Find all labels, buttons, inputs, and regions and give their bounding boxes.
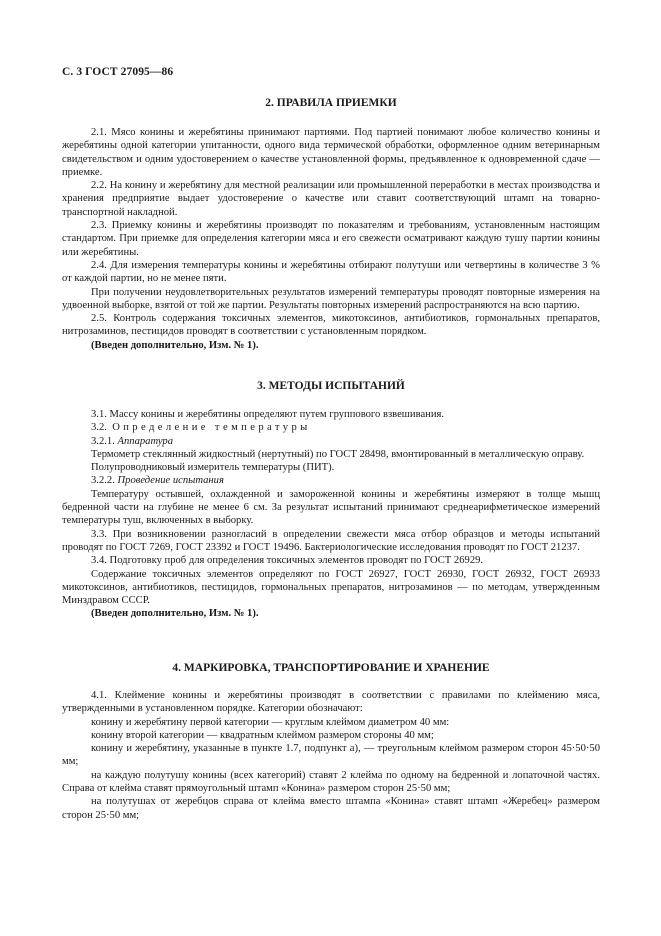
paragraph-3-1: 3.1. Массу конины и жеребятины определяют путем группового взвешивания. xyxy=(91,409,445,420)
italic-subheading: Проведение испытания xyxy=(117,475,224,487)
section-3-title: 3. МЕТОДЫ ИСПЫТАНИЙ xyxy=(257,380,405,392)
procedure-text: Температуру остывшей, охлажденной и замороженной конины и жеребятины измеряют в толще мышц бедренной части на глубине не менее 6 см. За результат испытаний принимают среднеарифметическое измерений температуры туш, включенных в выборку. xyxy=(62,488,600,527)
paragraph-2-1: 2.1. Мясо конины и жеребятины принимают партиями. Под партией понимают любое количество конины и жеребятины одной категории упитанности, одного вида термической обработки, оформленное одним ветеринарным свидетельством и одним удостоверением о качестве установленной формы, предъявленное к одновременной сдаче — приемке. xyxy=(62,127,600,178)
paragraph-4-1: 4.1. Клеймение конины и жеребятины производят в соответствии с правилами по клеймению мяса, утвержденными в установленном порядке. Категории обозначают: xyxy=(62,690,600,715)
paragraph-2-3: 2.3. Приемку конины и жеребятины производят по показателям и требованиям, установленным настоящим стандартом. При приемке для определения категории мяса и его свежести осматривают каждую тушу партии конины или жеребятины. xyxy=(62,220,600,258)
paragraph-2-4: 2.4. Для измерения температуры конины и жеребятины отбирают полутуши или четвертины в количестве 3 % от каждой партии, но не менее пяти. xyxy=(62,259,600,285)
apparatus-thermometer: Термометр стеклянный жидкостный (нертутный) по ГОСТ 28498, вмонтированный в металлическую оправу. xyxy=(91,448,585,460)
marking-half-carcass: на каждую полутушу конины (всех категорий) ставят 2 клейма по одному на бедренной и лопаточной частях. Справа от клейма ставят прямоугольный штамп «Конина» размером сторон 25·50 мм; xyxy=(62,769,600,795)
amendment-note: (Введен дополнительно, Изм. № 1). xyxy=(91,339,259,351)
section-2-body xyxy=(62,126,600,352)
section-3-body xyxy=(62,408,600,621)
clause-number: 3.2.2. xyxy=(91,475,115,487)
paragraph-3-4: 3.4. Подготовку проб для определения токсичных элементов проводят по ГОСТ 26929. xyxy=(91,555,484,567)
paragraph-3-2-1 xyxy=(62,435,600,448)
running-head: С. 3 ГОСТ 27095—86 xyxy=(62,66,174,78)
paragraph-3-2 xyxy=(62,421,600,434)
marking-stallion: на полутушах от жеребцов справа от клейма вместо штампа «Конина» ставят штамп «Жеребец» размером сторон 25·50 мм; xyxy=(62,796,600,821)
toxic-elements-text: Содержание токсичных элементов определяют по ГОСТ 26927, ГОСТ 26930, ГОСТ 26932, ГОСТ 26933 микотоксинов, антибиотиков, пестицидов, гормональных препаратов, нитрозаминов — по методам, утвержденным Минздравом СССР. xyxy=(62,568,600,607)
italic-subheading: Аппаратура xyxy=(117,435,173,447)
amendment-note: (Введен дополнительно, Изм. № 1). xyxy=(91,608,259,620)
clause-number: 3.2. xyxy=(91,422,107,434)
paragraph-2-4-repeat: При получении неудовлетворительных результатов измерений температуры проводят повторные измерения на удвоенной выборке, взятой от той же партии. Результаты повторных измерений распространяются на всю партию. xyxy=(62,286,600,311)
paragraph-2-2: 2.2. На конину и жеребятину для местной реализации или промышленной переработки в местах производства и хранения предприятие выдает удостоверение о качестве или ставит соответствующий штамп на товарно-транспортной накладной. xyxy=(62,180,600,218)
apparatus-semiconductor: Полупроводниковый измеритель температуры (ПИТ). xyxy=(91,462,335,474)
paragraph-3-3: 3.3. При возникновении разногласий в определении свежести мяса отбор образцов и методы испытаний проводят по ГОСТ 7269, ГОСТ 23392 и ГОСТ 19496. Бактериологические исследования проводят по ГОСТ 21237. xyxy=(62,528,600,553)
section-2-title: 2. ПРАВИЛА ПРИЕМКИ xyxy=(265,97,397,109)
category-second: конину второй категории — квадратным клеймом размером стороны 40 мм; xyxy=(91,729,434,741)
category-first: конину и жеребятину первой категории — круглым клеймом диаметром 40 мм: xyxy=(91,716,450,728)
spaced-heading: Определение температуры xyxy=(112,422,311,434)
section-4-title: 4. МАРКИРОВКА, ТРАНСПОРТИРОВАНИЕ И ХРАНЕНИЕ xyxy=(172,662,490,674)
section-4-body xyxy=(62,689,600,822)
paragraph-2-5: 2.5. Контроль содержания токсичных элементов, микотоксинов, антибиотиков, гормональных препаратов, нитрозаминов, пестицидов проводят в соответствии с установленным порядком. xyxy=(62,313,600,338)
clause-number: 3.2.1. xyxy=(91,435,115,447)
category-triangle: конину и жеребятину, указанные в пункте 1.7, подпункт а), — треугольным клеймом размером сторон 45·50·50 мм; xyxy=(62,743,600,768)
paragraph-3-2-2 xyxy=(62,474,600,487)
